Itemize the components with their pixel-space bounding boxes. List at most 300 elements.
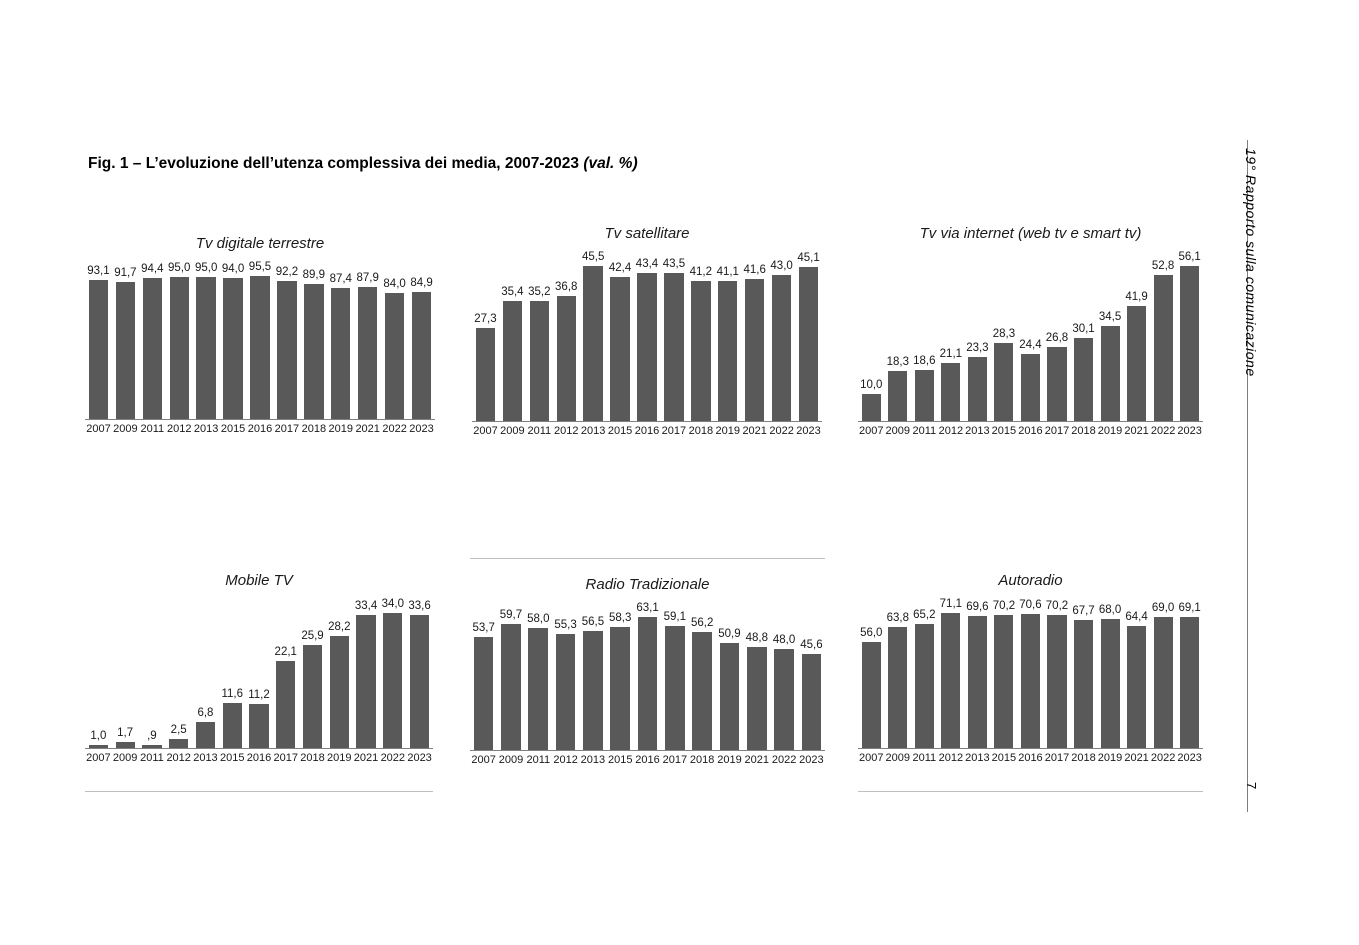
x-axis-line [858,421,1203,422]
bar [223,278,242,420]
x-axis-tick-label: 2017 [662,754,688,766]
bar-column [193,260,220,420]
bar [276,661,295,749]
bar-column [499,250,526,422]
bar-value-label: 35,4 [501,285,524,298]
bar-value-label: 87,9 [356,272,379,285]
x-axis-tick-label: 2022 [1150,752,1176,764]
bar-value-label: 56,1 [1178,251,1201,263]
x-axis-tick-label: 2019 [1097,752,1123,764]
x-axis-tick-label: 2017 [661,425,687,437]
bar [691,281,710,422]
bar-column [470,601,497,751]
x-axis-tick-label: 2007 [471,754,496,766]
bar [501,624,521,751]
x-axis-tick-label: 2013 [965,425,990,437]
bar-column [85,260,112,420]
bar-column [1123,250,1150,422]
bar-column [166,260,193,420]
chart-plot-area [472,250,822,422]
bar-column [743,601,770,751]
bar-value-label: 18,6 [913,355,936,368]
bar [994,615,1013,749]
bar-value-label: 70,6 [1019,598,1042,611]
bar-column [938,597,965,749]
x-axis-tick-label: 2011 [140,752,164,764]
bar [968,357,987,422]
x-axis-tick-label: 2019 [1097,425,1123,437]
bar-column [326,597,353,749]
chart-title: Tv via internet (web tv e smart tv) [919,225,1142,242]
x-axis-tick-label: 2007 [86,423,111,435]
x-axis-tick-label: 2021 [353,752,379,764]
x-axis-tick-label: 2022 [771,754,797,766]
bar-column [1123,597,1150,749]
x-axis-labels [472,425,822,437]
bar [772,275,791,422]
x-axis-tick-label: 2013 [580,425,606,437]
bar-series [858,250,1203,422]
bar-value-label: 21,1 [939,348,963,361]
x-axis-tick-label: 2022 [382,423,407,435]
bar-column [247,260,274,420]
bar [994,343,1013,422]
bar-column [858,597,885,749]
x-axis-tick-label: 2016 [634,425,660,437]
bar [304,284,323,420]
bar-column [885,250,912,422]
x-axis-tick-label: 2013 [193,423,219,435]
bar-value-label: 56,0 [860,626,883,639]
bar-value-label: 69,0 [1151,602,1175,615]
x-axis-line [472,421,822,422]
bar-value-label: 2,5 [170,724,187,736]
bar-value-label: 69,1 [1178,601,1201,614]
x-axis-tick-label: 2013 [580,754,606,766]
bar-column [165,597,192,749]
bar [665,626,685,752]
bar-value-label: 63,8 [886,611,909,624]
bar [1021,614,1040,749]
x-axis-line [470,750,825,751]
bar [116,282,135,420]
bar-column [220,260,247,420]
bar [1047,615,1066,749]
bar-column [1044,250,1071,422]
x-axis-tick-label: 2019 [328,423,353,435]
bar-column [795,250,822,422]
x-axis-tick-label: 2012 [938,752,964,764]
bar [799,267,818,422]
x-axis-tick-label: 2009 [500,425,525,437]
bar-value-label: 59,7 [499,609,523,622]
x-axis-line [858,748,1203,749]
bar [196,722,215,749]
bar-value-label: 52,8 [1151,260,1175,273]
x-axis-labels [85,423,435,435]
bar [1154,617,1173,749]
chart-panel-autoradio [858,572,1203,764]
bar-value-label: 42,4 [608,261,632,274]
bar-value-label: 43,5 [662,257,686,270]
bar-column [911,250,938,422]
bar-column [607,601,634,751]
bar [1127,306,1146,423]
x-axis-tick-label: 2017 [1044,752,1070,764]
x-axis-tick-label: 2018 [1071,425,1096,437]
bar [745,279,764,422]
x-axis-tick-label: 2022 [1150,425,1176,437]
bar-column [1097,250,1124,422]
bar [250,276,269,420]
x-axis-tick-label: 2018 [1071,752,1096,764]
bar-value-label: 53,7 [472,621,495,634]
x-axis-tick-label: 2021 [355,423,380,435]
bar-value-label: ,9 [147,730,157,743]
bar-column [1070,250,1097,422]
bar-column [408,260,435,420]
bar-value-label: 45,5 [581,251,605,263]
bar-column [858,250,885,422]
bar-column [768,250,795,422]
bar-column [85,597,112,749]
running-head: 19° Rapporto sulla comunicazione [1243,148,1259,377]
x-axis-tick-label: 2022 [769,425,794,437]
bar [356,615,375,749]
bar-value-label: 55,3 [554,618,577,631]
bar-column [1070,597,1097,749]
bar-value-label: 65,2 [913,609,936,622]
x-axis-tick-label: 2007 [859,752,884,764]
bar-column [991,250,1018,422]
bar-value-label: 11,2 [248,689,270,702]
bar-column [634,250,661,422]
bar [196,277,215,420]
bar-column [911,597,938,749]
bar [1047,347,1066,422]
bar [718,281,737,422]
x-axis-tick-label: 2011 [912,425,937,437]
bar [888,627,907,749]
x-axis-tick-label: 2007 [859,425,884,437]
x-axis-tick-label: 2016 [635,754,660,766]
bar-column [379,597,406,749]
bar-value-label: 50,9 [718,627,741,640]
x-axis-labels [858,752,1203,764]
bar [1154,275,1173,422]
bar-value-label: 10,0 [860,379,883,392]
x-axis-tick-label: 2012 [553,425,579,437]
chart-title: Radio Tradizionale [585,576,710,593]
chart-title: Autoradio [998,572,1063,589]
x-axis-tick-label: 2012 [938,425,964,437]
bar-column [552,601,579,751]
bar-value-label: 48,0 [772,634,796,647]
bar-value-label: 56,2 [690,616,714,629]
bar-column [192,597,219,749]
bar [802,654,822,751]
bar-column [687,250,714,422]
bar [556,634,576,751]
bar-column [472,250,499,422]
bar-column [246,597,273,749]
x-axis-tick-label: 2013 [193,752,218,764]
bar-column [299,597,326,749]
bar-value-label: 43,0 [770,259,793,272]
bar-value-label: 34,5 [1098,311,1122,324]
x-axis-tick-label: 2011 [526,754,551,766]
bar-column [964,597,991,749]
bar-value-label: 41,1 [716,266,739,279]
bar-column [354,260,381,420]
bar-column [300,260,327,420]
bar-column [112,597,139,749]
bar-column [139,260,166,420]
bar [1180,266,1199,422]
x-axis-tick-label: 2009 [498,754,524,766]
bar-column [770,601,797,751]
bar-value-label: 58,0 [527,612,550,625]
x-axis-tick-label: 2009 [885,425,911,437]
bar-column [219,597,246,749]
bar-value-label: 33,4 [354,600,378,613]
bar [583,266,602,422]
bar [610,277,629,422]
bar-series [858,597,1203,749]
bar-value-label: 18,3 [886,356,909,369]
bar-value-label: 27,3 [474,313,497,326]
bar-series [85,260,435,420]
x-axis-tick-label: 2007 [473,425,498,437]
bar-series [472,250,822,422]
bar-value-label: 59,1 [663,610,687,623]
x-axis-tick-label: 2021 [744,754,770,766]
bar-column [497,601,524,751]
bar-column [798,601,825,751]
bar-column [991,597,1018,749]
bar-value-label: 1,7 [117,727,134,740]
bar-value-label: 69,6 [966,600,989,613]
bar [412,292,431,420]
x-axis-tick-label: 2018 [300,752,325,764]
bar-column [714,250,741,422]
bar [330,636,349,749]
x-axis-tick-label: 2007 [86,752,111,764]
x-axis-tick-label: 2016 [1018,425,1043,437]
bar-column [741,250,768,422]
bar-column [607,250,634,422]
chart-plot-area [85,260,435,420]
x-axis-tick-label: 2021 [1124,752,1149,764]
bar-value-label: 89,9 [302,269,326,282]
bar-value-label: 34,0 [381,598,404,610]
bar-value-label: 94,0 [221,263,245,276]
bar-value-label: 71,1 [939,598,963,610]
chart-panel-mobile-tv [85,572,433,764]
x-axis-tick-label: 2016 [246,752,272,764]
bar-value-label: 70,2 [1045,599,1069,612]
bar-column [273,260,300,420]
bar [89,280,108,420]
bar-value-label: 58,3 [609,612,632,625]
bar-column [716,601,743,751]
bar-value-label: 23,3 [966,342,989,355]
bar-column [1017,250,1044,422]
chart-title: Mobile TV [225,572,293,589]
bar-series [470,601,825,751]
x-axis-tick-label: 2012 [166,423,192,435]
bar-value-label: 35,2 [528,286,551,299]
bar-value-label: 30,1 [1072,323,1095,336]
bar [530,301,549,422]
bar-column [327,260,354,420]
bar-value-label: 45,6 [800,639,823,652]
bar-column [964,250,991,422]
bar-column [1150,597,1177,749]
x-axis-tick-label: 2009 [112,752,138,764]
x-axis-tick-label: 2015 [991,752,1017,764]
bar-column [553,250,580,422]
bar-value-label: 68,0 [1098,603,1122,616]
bar-value-label: 56,5 [581,616,605,629]
bar-column [660,250,687,422]
bar [720,643,740,751]
bar-value-label: 26,8 [1045,332,1069,345]
page-number: 7 [1244,782,1259,790]
chart-panel-tv-satellitare [472,225,822,437]
x-axis-tick-label: 2023 [796,425,821,437]
bar-value-label: 41,9 [1125,290,1148,303]
bar [476,328,495,422]
chart-plot-area [858,597,1203,749]
bar [170,277,189,420]
bar [941,363,960,422]
x-axis-tick-label: 2023 [409,423,434,435]
bar-column [1017,597,1044,749]
x-axis-labels [85,752,433,764]
x-axis-tick-label: 2015 [220,423,246,435]
bar [941,613,960,749]
figure-caption-unit: (val. %) [583,155,638,172]
bar-value-label: 63,1 [636,602,659,614]
figure-caption [88,155,638,173]
bar [358,287,377,420]
bar-column [580,250,607,422]
chart-plot-area [85,597,433,749]
chart-panel-tv-digitale-terrestre [85,235,435,435]
panel-top-rule [470,558,825,559]
bar-column [112,260,139,420]
bar [1101,619,1120,749]
x-axis-tick-label: 2023 [1177,425,1202,437]
bar-value-label: 95,5 [248,261,272,273]
bar [692,632,712,751]
bar-column [1097,597,1124,749]
bar-value-label: 28,2 [328,621,351,634]
bar [303,645,322,749]
x-axis-tick-label: 2022 [380,752,406,764]
bar-value-label: 45,1 [797,252,820,265]
bar [1074,338,1093,422]
chart-panel-tv-via-internet [858,225,1203,437]
bar-value-label: 91,7 [114,266,137,279]
bar-value-label: 92,2 [275,265,299,278]
bar-column [1176,250,1203,422]
bar-column [1044,597,1071,749]
bar [249,704,268,749]
bar [503,301,522,422]
bar-value-label: 25,9 [301,630,324,643]
bar-column [353,597,380,749]
x-axis-tick-label: 2009 [113,423,138,435]
bar [862,642,881,749]
bar-value-label: 93,1 [87,264,110,277]
x-axis-tick-label: 2021 [742,425,767,437]
bar-column [272,597,299,749]
bar [637,273,656,422]
x-axis-tick-label: 2017 [1044,425,1070,437]
x-axis-tick-label: 2023 [407,752,432,764]
x-axis-tick-label: 2016 [1018,752,1043,764]
bar-value-label: 33,6 [408,599,431,612]
bar-column [406,597,433,749]
x-axis-tick-label: 2017 [273,752,298,764]
bar [664,273,683,422]
x-axis-tick-label: 2019 [717,754,742,766]
x-axis-tick-label: 2009 [885,752,911,764]
bar [888,371,907,422]
bar-column [525,601,552,751]
x-axis-tick-label: 2013 [965,752,990,764]
bar-value-label: 48,8 [745,632,768,645]
bar [968,616,987,749]
x-axis-tick-label: 2011 [912,752,937,764]
bar-value-label: 64,4 [1125,610,1148,623]
bar-column [139,597,166,749]
bar-value-label: 95,0 [194,261,218,274]
bar-value-label: 36,8 [555,280,578,293]
chart-panel-radio-tradizionale [470,576,825,766]
bar [474,637,494,751]
chart-title: Tv satellitare [604,225,690,242]
x-axis-tick-label: 2023 [1177,752,1202,764]
chart-title: Tv digitale terrestre [195,235,325,252]
bar-value-label: 87,4 [329,273,352,286]
bar-value-label: 6,8 [197,706,214,719]
bar-value-label: 94,4 [141,262,164,275]
x-axis-tick-label: 2023 [799,754,824,766]
bar [1180,617,1199,749]
bar [383,613,402,749]
bar [277,281,296,420]
bar-column [579,601,606,751]
panel-bottom-rule [85,791,433,792]
x-axis-tick-label: 2019 [327,752,352,764]
bar-column [1176,597,1203,749]
x-axis-tick-label: 2018 [688,425,714,437]
x-axis-tick-label: 2015 [607,425,633,437]
bar [331,288,350,420]
bar-value-label: 70,2 [992,599,1016,612]
x-axis-tick-label: 2017 [274,423,300,435]
x-axis-labels [470,754,825,766]
bar [1021,354,1040,422]
bar-column [1150,250,1177,422]
bar [583,631,603,751]
bar [143,278,162,420]
bar-value-label: 67,7 [1072,604,1095,617]
figure-caption-main: Fig. 1 – L’evoluzione dell’utenza complessiva dei media, 2007-2023 [88,155,580,172]
